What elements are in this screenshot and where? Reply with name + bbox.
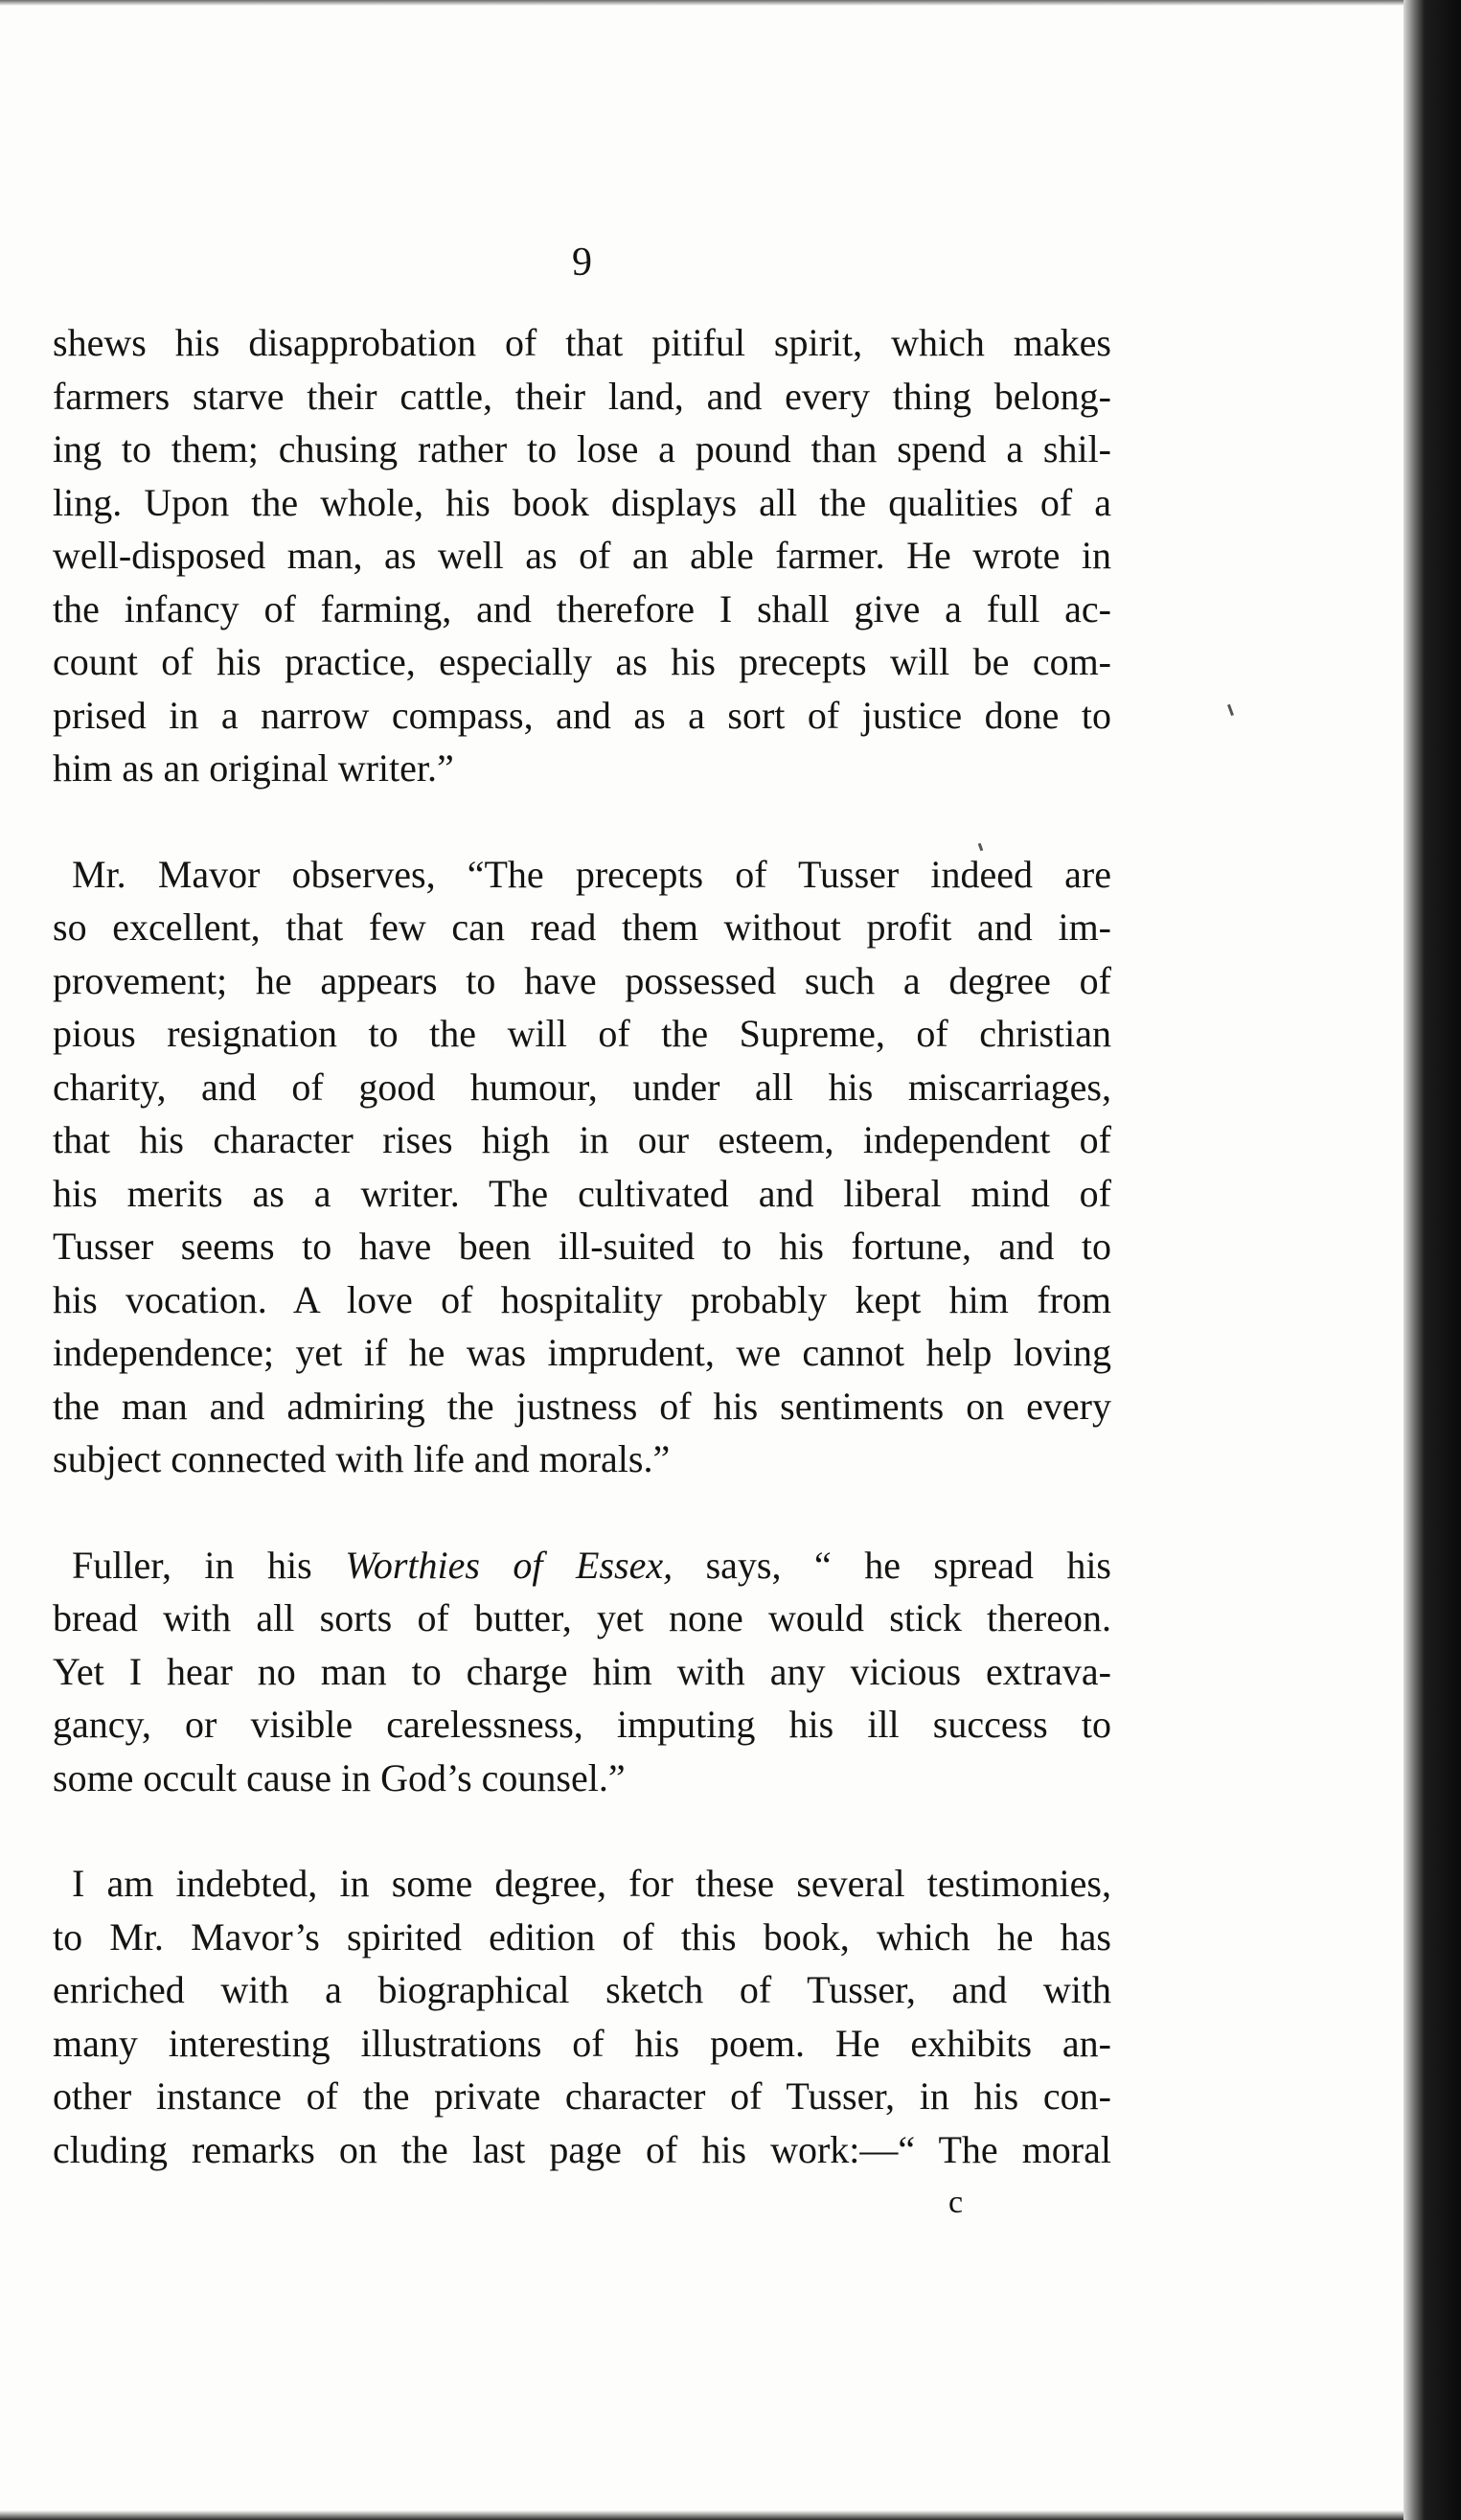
text-line: pious resignation to the will of the Supreme, of christian [53, 1012, 1111, 1055]
paragraph-3 [53, 1539, 1111, 1805]
text-line: him as an original writer.” [53, 746, 454, 790]
book-binding-edge [1404, 0, 1461, 2520]
text-line: subject connected with life and morals.” [53, 1437, 671, 1480]
text-line: Tusser seems to have been ill-suited to his fortune, and to [53, 1225, 1111, 1268]
text-line: enriched with a biographical sketch of Tusser, and with [53, 1968, 1111, 2011]
body-text [53, 316, 1111, 2176]
page-number: 9 [572, 241, 592, 285]
text-line: Yet I hear no man to charge him with any vicious extrava- [53, 1649, 1111, 1693]
text-line: provement; he appears to have possessed such a degree of [53, 958, 1111, 1002]
text-line: shews his disapprobation of that pitiful spirit, which makes [53, 321, 1111, 364]
text-line: well-disposed man, as well as of an able farmer. He wrote in [53, 534, 1111, 577]
text-line: Mr. Mavor observes, “The precepts of Tusser indeed are [72, 852, 1111, 896]
line-text: says, “ he spread his [673, 1543, 1111, 1587]
paragraph-2 [53, 848, 1111, 1486]
text-line: other instance of the private character of Tusser, in his con- [53, 2074, 1111, 2118]
text-line: I am indebted, in some degree, for these several testimonies, [72, 1862, 1111, 1905]
paragraph-gap [53, 1486, 1111, 1539]
text-line: that his character rises high in our esteem, independent of [53, 1118, 1111, 1161]
text-line: to Mr. Mavor’s spirited edition of this book, which he has [53, 1914, 1111, 1959]
text-line: his merits as a writer. The cultivated and liberal mind of [53, 1171, 1111, 1215]
text-line: his vocation. A love of hospitality probably kept him from [53, 1277, 1111, 1321]
paragraph-1 [53, 316, 1111, 795]
text-line: some occult cause in God’s counsel.” [53, 1755, 626, 1799]
text-line: bread with all sorts of butter, yet none would stick thereon. [53, 1596, 1111, 1639]
ink-speck [1227, 704, 1234, 716]
text-line: many interesting illustrations of his poem. He exhibits an- [53, 2021, 1111, 2065]
text-line: so excellent, that few can read them without profit and im- [53, 905, 1111, 949]
text-line: ling. Upon the whole, his book displays all the qualities of a [53, 480, 1111, 524]
text-line: cluding remarks on the last page of his work:—“ The moral [53, 2127, 1111, 2171]
book-title: Worthies of Essex, [345, 1543, 673, 1587]
text-line: the infancy of farming, and therefore I shall give a full ac- [53, 586, 1111, 630]
text-line: ing to them; chusing rather to lose a pound than spend a shil- [53, 427, 1111, 470]
paragraph-4 [53, 1857, 1111, 2176]
text-line: farmers starve their cattle, their land, and every thing belong- [53, 374, 1111, 418]
paragraph-gap [53, 795, 1111, 848]
page-top-edge [0, 0, 1408, 6]
text-line: independence; yet if he was imprudent, we cannot help loving [53, 1331, 1111, 1374]
line-text: Fuller, in his [72, 1543, 346, 1587]
signature-mark: c [948, 2185, 964, 2220]
page-bottom-edge [0, 2510, 1408, 2520]
text-line: prised in a narrow compass, and as a sort of justice done to [53, 693, 1111, 737]
text-line: the man and admiring the justness of his sentiments on every [53, 1384, 1111, 1428]
text-line: gancy, or visible carelessness, imputing his ill success to [53, 1703, 1111, 1746]
paragraph-gap [53, 1804, 1111, 1857]
text-line: charity, and of good humour, under all his miscarriages, [53, 1065, 1111, 1109]
text-line: count of his practice, especially as his precepts will be com- [53, 640, 1111, 683]
text-line [53, 1539, 1111, 1592]
